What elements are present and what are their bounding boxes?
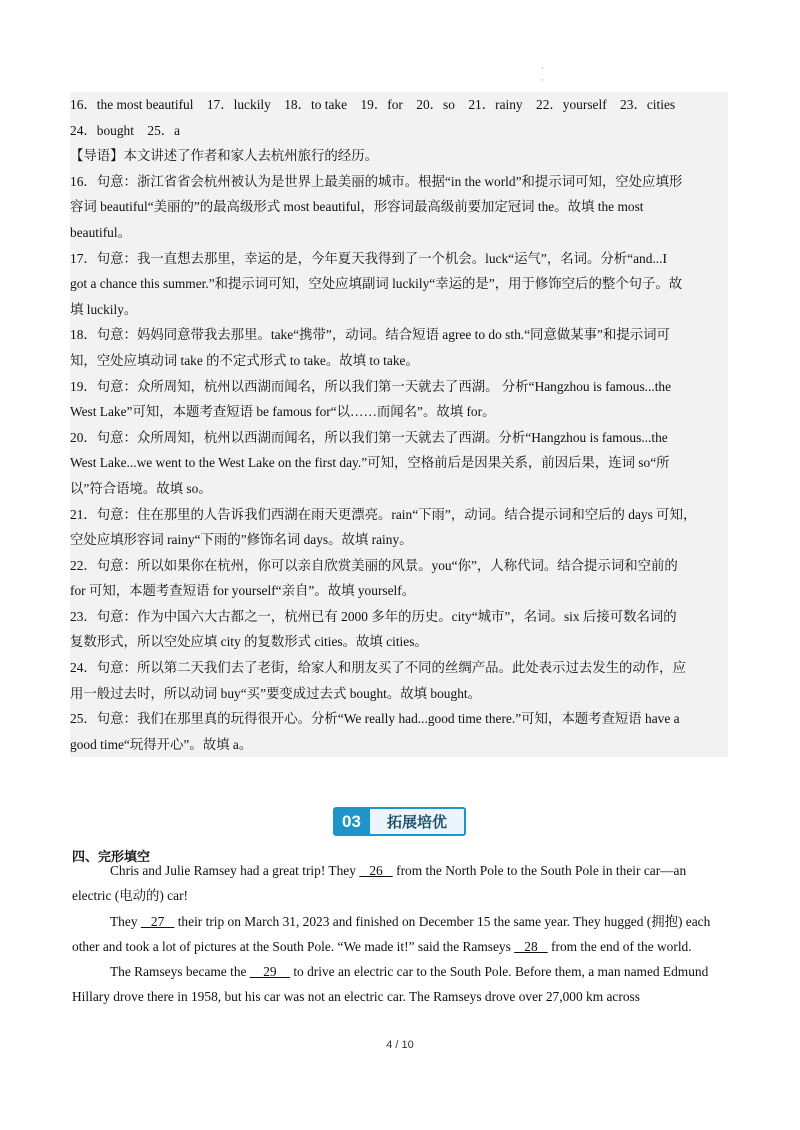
answer-line: West Lake...we went to the West Lake on the first day.”可知，空格前后是因果关系，前因后果，连词 so“所 xyxy=(70,455,670,471)
blank-28[interactable]: 28 xyxy=(514,938,548,954)
answer-explanation-block xyxy=(70,92,728,757)
passage-paragraph: The Ramseys became the 29 to drive an electric car to the South Pole. Before them, a man named Edmund Hillary drove there in 1958, but his car was not an electric car. The Ramseys drove over 27,000 km across xyxy=(72,964,709,1005)
section-title: 四、完形填空 xyxy=(72,850,151,865)
answer-line: 19．句意：众所周知，杭州以西湖而闻名，所以我们第一天就去了西湖。 分析“Hangzhou is famous...the xyxy=(70,378,672,394)
answer-line: good time“玩得开心”。故填 a。 xyxy=(70,736,253,752)
answer-line: 以”符合语境。故填 so。 xyxy=(70,480,212,496)
answer-line: 复数形式，所以空处应填 city 的复数形式 cities。故填 cities。 xyxy=(70,634,428,650)
blank-29[interactable]: 29 xyxy=(249,964,290,980)
answer-line: got a chance this summer.”和提示词可知，空处应填副词 luckily“幸运的是”，用于修饰空后的整个句子。故 xyxy=(70,276,683,292)
section-badge xyxy=(333,807,466,836)
answer-line: 25．句意：我们在那里真的玩得很开心。分析“We really had...good time there.”可知，本题考查短语 have a xyxy=(70,711,680,727)
blank-26[interactable]: 26 xyxy=(359,863,393,878)
answer-line: beautiful。 xyxy=(70,224,131,240)
answer-line: 知，空处应填动词 take 的不定式形式 to take。故填 to take。 xyxy=(70,352,419,368)
answer-line: 16．the most beautiful 17．luckily 18．to take 19．for 20．so 21．rainy 22．yourself 23．cities xyxy=(70,97,676,112)
answer-line: 容词 beautiful“美丽的”的最高级形式 most beautiful，形容词最高级前要加定冠词 the。故填 the most xyxy=(70,199,644,215)
passage-paragraph: They 27 their trip on March 31, 2023 and finished on December 15 the same year. They hugged (拥抱) each other and took a lot of pictures at the South Pole. “We made it!” said the Ramseys 28 from the end of the world. xyxy=(72,913,711,954)
badge-number: 03 xyxy=(333,807,370,836)
badge-label: 拓展培优 xyxy=(370,807,466,836)
answer-line: 用一般过去时，所以动词 buy“买”要变成过去式 bought。故填 bought。 xyxy=(70,685,482,701)
passage-paragraph: Chris and Julie Ramsey had a great trip! They 26 from the North Pole to the South Pole in their car—an electric (电动的) car! xyxy=(72,863,687,904)
answer-line: 23．句意：作为中国六大古都之一，杭州已有 2000 多年的历史。city“城市”，名词。six 后接可数名词的 xyxy=(70,608,677,624)
answer-line: 24．bought 25．a xyxy=(70,122,181,138)
answer-line: 【导语】本文讲述了作者和家人去杭州旅行的经历。 xyxy=(70,148,378,164)
answer-line: 16．句意：浙江省省会杭州被认为是世界上最美丽的城市。根据“in the world”和提示词可知，空处应填形 xyxy=(70,173,683,189)
answer-line: 空处应填形容词 rainy“下雨的”修饰名词 days。故填 rainy。 xyxy=(70,532,413,548)
answer-line: 填 luckily。 xyxy=(70,301,138,317)
answer-line: 22．句意：所以如果你在杭州，你可以亲自欣赏美丽的风景。you“你”，人称代词。结合提示词和空前的 xyxy=(70,557,678,573)
answer-line: 24．句意：所以第二天我们去了老街，给家人和朋友买了不同的丝绸产品。此处表示过去发生的动作，应 xyxy=(70,660,686,676)
answer-line: 17．句意：我一直想去那里，幸运的是，今年夏天我得到了一个机会。luck“运气”，名词。分析“and...I xyxy=(70,250,667,266)
page-number: 4 / 10 xyxy=(386,1039,414,1051)
answer-line: 21．句意：住在那里的人告诉我们西湖在雨天更漂亮。rain“下雨”，动词。结合提示词和空后的 days 可知， xyxy=(70,506,697,522)
header-marks: · · xyxy=(541,63,544,85)
answer-line: 20．句意：众所周知，杭州以西湖而闻名，所以我们第一天就去了西湖。分析“Hangzhou is famous...the xyxy=(70,429,668,445)
cloze-passage xyxy=(72,858,728,1010)
answer-line: 18．句意：妈妈同意带我去那里。take“携带”，动词。结合短语 agree to do sth.“同意做某事”和提示词可 xyxy=(70,327,670,343)
blank-27[interactable]: 27 xyxy=(140,913,175,929)
answer-line: West Lake”可知，本题考查短语 be famous for“以……而闻名”。故填 for。 xyxy=(70,404,496,420)
answer-line: for 可知，本题考查短语 for yourself“亲自”。故填 yourself。 xyxy=(70,583,416,599)
